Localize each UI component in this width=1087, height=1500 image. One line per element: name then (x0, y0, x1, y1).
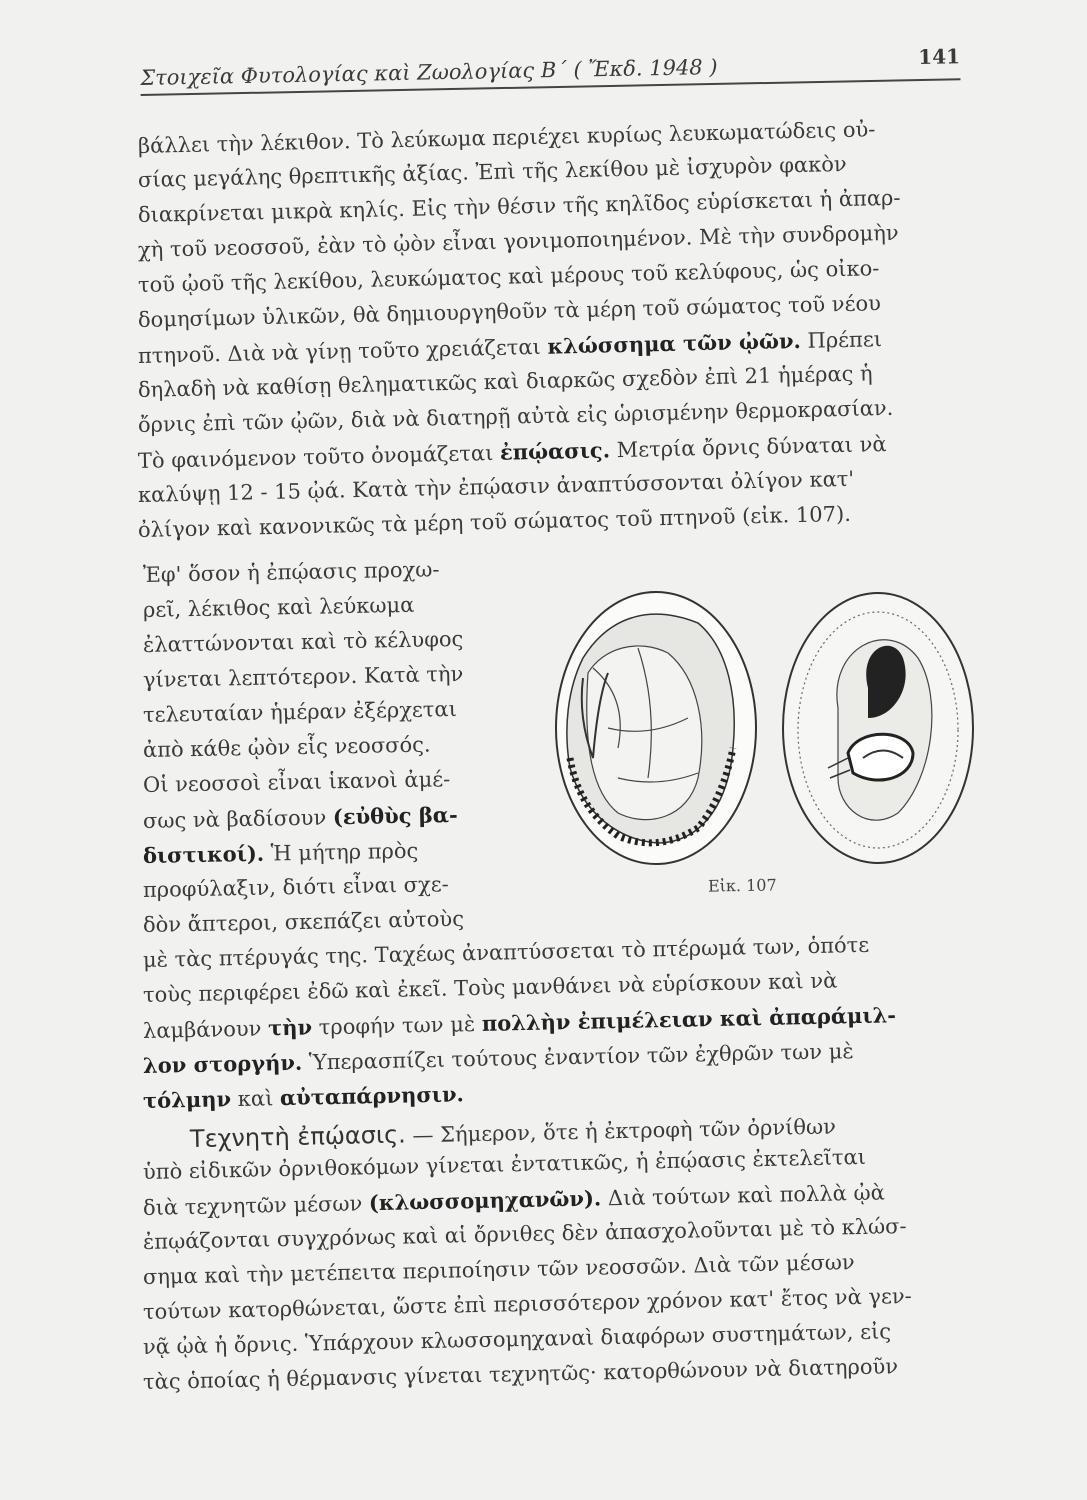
text-line: τελευταίαν ἡμέραν ἐξέρχεται (142, 696, 458, 727)
text-line: ὑπὸ εἰδικῶν ὀρνιθοκόμων γίνεται ἐντατικῶς, ἡ ἐπῴασις ἐκτελεῖται (142, 1144, 867, 1184)
section-heading: Τεχνητὴ ἐπῴασις. (189, 1120, 407, 1153)
text-line: Τεχνητὴ ἐπῴασις. — Σήμερον, ὅτε ἡ ἐκτροφὴ τῶν ὀρνίθων (189, 1114, 837, 1153)
text-line: σως νὰ βαδίσουν (εὐθὺς βα- (142, 801, 458, 833)
egg-figure (548, 578, 978, 878)
text-line: σημα καὶ τὴν μετέπειτα περιποίησιν τῶν νεοσσῶν. Διὰ τῶν μέσων (142, 1250, 855, 1289)
text-line: τοὺς περιφέρει ἐδῶ καὶ ἐκεῖ. Τοὺς μανθάνει νὰ εὑρίσκουν καὶ νὰ (142, 968, 838, 1007)
text-line: σίας μεγάλης θρεπτικῆς ἀξίας. Ἐπὶ τῆς λεκίθου μὲ ἰσχυρὸν φακὸν (137, 151, 847, 192)
running-header (140, 46, 961, 96)
bold-term: αὐταπάρνησιν. (279, 1081, 465, 1111)
bold-term: κλώσσημα τῶν ᾠῶν. (547, 327, 802, 359)
text-line: ρεῖ, λέκιθος καὶ λεύκωμα (142, 592, 415, 622)
text-line: ὀλίγον καὶ κανονικῶς τὰ μέρη τοῦ σώματος τοῦ πτηνοῦ (εἰκ. 107). (137, 501, 852, 542)
text-line: προφύλαξιν, διότι εἶναι σχε- (142, 872, 449, 902)
text-line: δηλαδὴ νὰ καθίσῃ θεληματικῶς καὶ διαρκῶς σχεδὸν ἐπὶ 21 ἡμέρας ἡ (137, 361, 873, 402)
bold-term: διστικοί). (142, 840, 265, 868)
text-line: τὰς ὁποίας ἡ θέρμανσις γίνεται τεχνητῶς· κατορθώνουν νὰ διατηροῦν (142, 1354, 899, 1394)
bold-term: τόλμην (142, 1086, 232, 1113)
egg-right-illustration (783, 593, 973, 863)
text-line: ὄρνις ἐπὶ τῶν ᾠῶν, διὰ νὰ διατηρῇ αὐτὰ εἰς ὡρισμένην θερμοκρασίαν. (137, 395, 894, 437)
text-line: βάλλει τὴν λέκιθον. Τὸ λεύκωμα περιέχει κυρίως λευκωματώδεις οὐ- (137, 117, 876, 158)
text-line: λαμβάνουν τὴν τροφήν των μὲ πολλὴν ἐπιμέλειαν καὶ ἀπαράμιλ- (142, 1002, 897, 1043)
text-line: δομησίμων ὑλικῶν, θὰ δημιουργηθοῦν τὰ μέρη τοῦ σώματος τοῦ νέου (137, 291, 882, 332)
header-title: Στοιχεῖα Φυτολογίας καὶ Ζωολογίας Β΄ ( Ἔκδ. 1948 ) (140, 54, 718, 90)
text-line: ἐλαττώνονται καὶ τὸ κέλυφος (142, 626, 464, 657)
bold-term: τὴν (267, 1014, 313, 1041)
text-line: διὰ τεχνητῶν μέσων (κλωσσομηχανῶν). Διὰ τούτων καὶ πολλὰ ᾠὰ (142, 1180, 886, 1220)
bold-term: λον στοργήν. (142, 1049, 303, 1078)
text-line: τοῦ ᾠοῦ τῆς λεκίθου, λευκώματος καὶ μέρους τοῦ κελύφους, ὡς οἰκο- (137, 256, 880, 297)
text-line: Οἱ νεοσσοὶ εἶναι ἱκανοὶ ἀμέ- (142, 767, 451, 797)
text-line: ἀπὸ κάθε ᾠὸν εἷς νεοσσός. (142, 732, 431, 762)
text-line: πτηνοῦ. Διὰ νὰ γίνῃ τοῦτο χρειάζεται κλώσσημα τῶν ᾠῶν. Πρέπει (137, 327, 883, 368)
text-line: χὴ τοῦ νεοσσοῦ, ἐὰν τὸ ᾠὸν εἶναι γονιμοποιημένον. Μὲ τὴν συνδρομὴν (137, 220, 899, 262)
text-line: μὲ τὰς πτέρυγάς της. Ταχέως ἀναπτύσσεται τὸ πτέρωμά των, ὁπότε (142, 932, 870, 972)
text-line: τόλμην καὶ αὐταπάρνησιν. (142, 1081, 465, 1113)
text-line: τούτων κατορθώνεται, ὥστε ἐπὶ περισσότερον χρόνον κατ' ἔτος νὰ γεν- (142, 1283, 912, 1324)
text-line: γίνεται λεπτότερον. Κατὰ τὴν (142, 661, 464, 692)
text-line: λον στοργήν. Ὑπερασπίζει τούτους ἐναντίον τῶν ἐχθρῶν των μὲ (142, 1039, 854, 1078)
page-number: 141 (918, 44, 961, 70)
text-line: Τὸ φαινόμενον τοῦτο ὀνομάζεται ἐπῴασις. Μετρία ὄρνις δύναται νὰ (137, 432, 887, 473)
bold-term: (κλωσσομηχανῶν). (368, 1185, 602, 1216)
bold-term: (εὐθὺς βα- (332, 801, 458, 830)
text-line: καλύψῃ 12 - 15 ᾠά. Κατὰ τὴν ἐπῴασιν ἀναπτύσσονται ὀλίγον κατ' (137, 466, 855, 507)
egg-left-illustration (556, 592, 756, 864)
text-line: διστικοί). Ἡ μήτηρ πρὸς (142, 838, 419, 868)
text-line: δὸν ἄπτεροι, σκεπάζει αὐτοὺς (142, 906, 465, 937)
text-line: Ἐφ' ὅσον ἡ ἐπῴασις προχω- (142, 557, 440, 587)
text-line: διακρίνεται μικρὰ κηλίς. Εἰς τὴν θέσιν τῆς κηλῖδος εὑρίσκεται ἡ ἀπαρ- (137, 185, 901, 227)
text-line: νᾷ ᾠὰ ἡ ὄρνις. Ὑπάρχουν κλωσσομηχαναὶ διαφόρων συστημάτων, εἰς (142, 1319, 892, 1359)
bold-term: πολλὴν ἐπιμέλειαν καὶ ἀπαράμιλ- (481, 1002, 897, 1036)
bold-term: ἐπῴασις. (499, 437, 611, 465)
text-line: ἐπῳάζονται συγχρόνως καὶ αἱ ὄρνιθες δὲν ἀπασχολοῦνται μὲ τὸ κλώσ- (142, 1214, 907, 1254)
figure-caption: Εἰκ. 107 (707, 875, 777, 896)
